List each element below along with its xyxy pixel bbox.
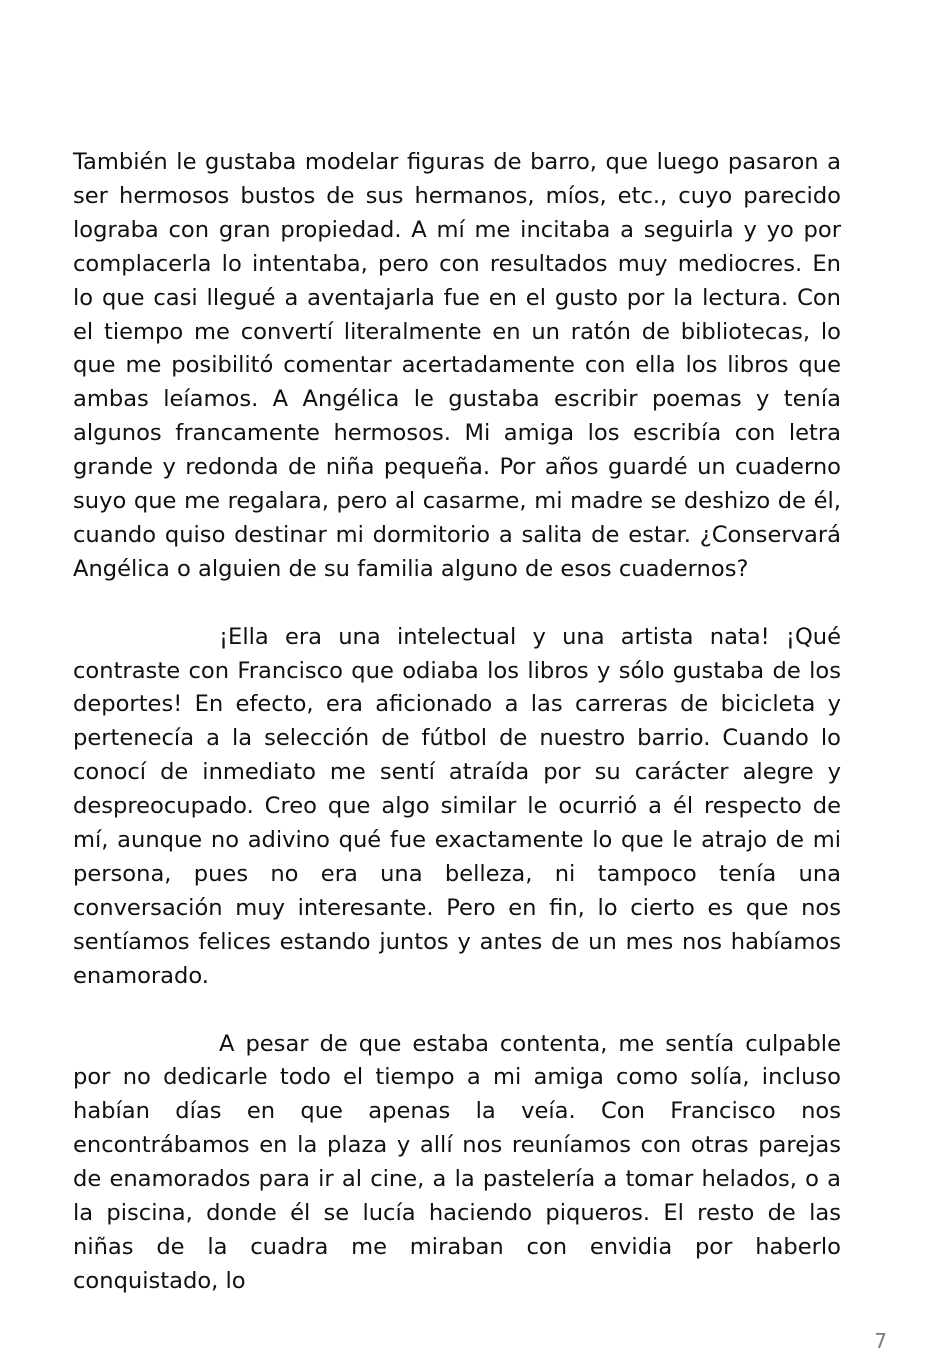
- paragraph-3: A pesar de que estaba contenta, me sentía culpable por no dedicarle todo el tiempo a mi amiga como solía, incluso habían días en que apenas la veía. Con Francisco nos encontrábamos en la plaza y allí nos reuníamos con otras parejas de enamorados para ir al cine, a la pastelería a tomar helados, o a la piscina, donde él se lucía haciendo piqueros. El resto de las niñas de la cuadra me miraban con envidia por haberlo conquistado, lo: [73, 1030, 841, 1294]
- page-number: 7: [874, 1329, 887, 1353]
- body-text: [73, 146, 841, 1299]
- paragraph-2: ¡Ella era una intelectual y una artista nata! ¡Qué contraste con Francisco que odiaba los libros y sólo gustaba de los deportes! En efecto, era aficionado a las carreras de bicicleta y pertenecía a la selección de fútbol de nuestro barrio. Cuando lo conocí de inmediato me sentí atraída por su carácter alegre y despreocupado. Creo que algo similar le ocurrió a él respecto de mí, aunque no adivino qué fue exactamente lo que le atrajo de mi persona, pues no era una belleza, ni tampoco tenía una conversación muy interesante. Pero en fin, lo cierto es que nos sentíamos felices estando juntos y antes de un mes nos habíamos enamorado.: [73, 623, 841, 989]
- paragraph-1: También le gustaba modelar figuras de barro, que luego pasaron a ser hermosos bustos de sus hermanos, míos, etc., cuyo parecido lograba con gran propiedad. A mí me incitaba a seguirla y yo por complacerla lo intentaba, pero con resultados muy mediocres. En lo que casi llegué a aventajarla fue en el gusto por la lectura. Con el tiempo me convertí literalmente en un ratón de bibliotecas, lo que me posibilitó comentar acertadamente con ella los libros que ambas leíamos. A Angélica le gustaba escribir poemas y tenía algunos francamente hermosos. Mi amiga los escribía con letra grande y redonda de niña pequeña. Por años guardé un cuaderno suyo que me regalara, pero al casarme, mi madre se deshizo de él, cuando quiso destinar mi dormitorio a salita de estar. ¿Conservará Angélica o alguien de su familia alguno de esos cuadernos?: [73, 149, 841, 582]
